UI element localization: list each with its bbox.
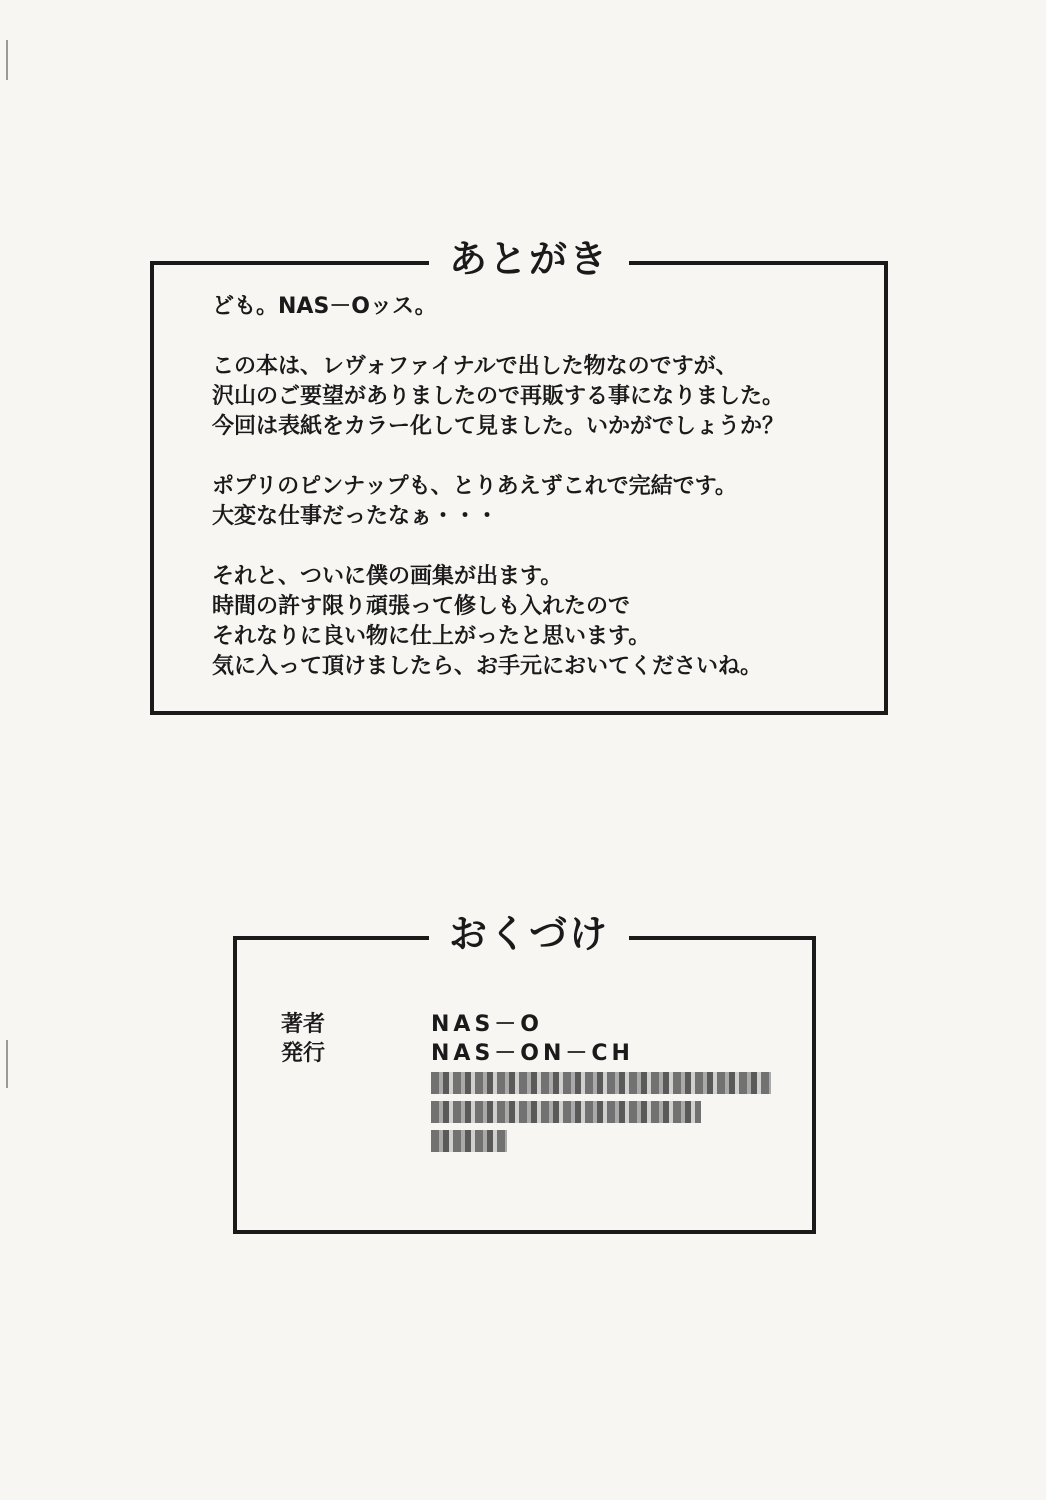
afterword-paragraph	[212, 292, 784, 322]
afterword-line: 今回は表紙をカラー化して見ました。いかがでしょうか？	[212, 414, 785, 439]
afterword-line: 大変な仕事だったなぁ・・・	[212, 504, 499, 529]
publisher-label: 発行	[281, 1041, 326, 1066]
afterword-line: ポプリのピンナップも、とりあえずこれで完結です。	[212, 474, 737, 499]
redacted-address-line	[431, 1072, 771, 1094]
colophon-details	[281, 1010, 771, 1159]
afterword-line: 気に入って頂けましたら、お手元においてくださいね。	[212, 654, 763, 679]
afterword-line: それなりに良い物に仕上がったと思います。	[212, 624, 651, 649]
afterword-text	[212, 292, 784, 712]
afterword-line: この本は、レヴォファイナルで出した物なのですが、	[212, 354, 738, 379]
publisher-row	[281, 1039, 771, 1068]
author-row	[281, 1010, 771, 1039]
redacted-address-line	[431, 1130, 507, 1152]
colophon-box	[233, 912, 816, 1234]
afterword-paragraph	[212, 352, 784, 442]
page-edge-mark	[6, 40, 8, 80]
redacted-address-line	[431, 1101, 701, 1123]
afterword-line: 沢山のご要望がありましたので再販する事になりました。	[212, 384, 785, 409]
page-edge-mark	[6, 1040, 8, 1088]
afterword-line: 時間の許す限り頑張って修しも入れたので	[212, 594, 631, 619]
author-value: NAS－O	[431, 1012, 543, 1037]
afterword-line: それと、ついに僕の画集が出ます。	[212, 564, 563, 589]
afterword-paragraph	[212, 472, 784, 532]
afterword-paragraph	[212, 562, 784, 682]
author-label: 著者	[281, 1012, 326, 1037]
publisher-value: NAS－ON－CH	[431, 1041, 634, 1066]
afterword-box	[150, 237, 888, 715]
afterword-line: ども。NAS－Oッス。	[212, 294, 437, 319]
afterword-title: あとがき	[429, 231, 629, 287]
colophon-title: おくづけ	[429, 906, 629, 962]
